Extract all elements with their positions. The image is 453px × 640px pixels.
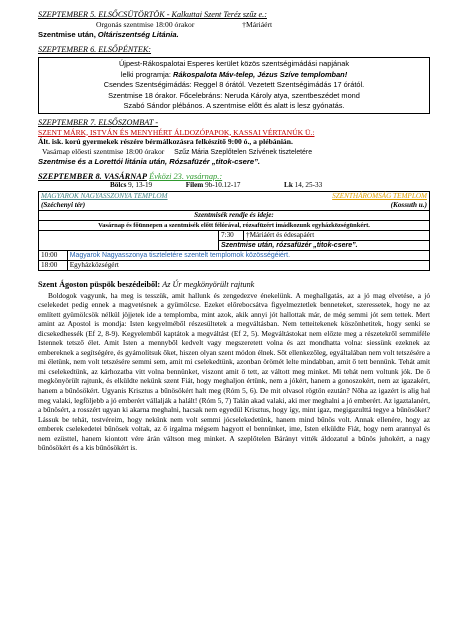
reading1: 9, 13-19 xyxy=(128,181,153,189)
sermon-title: Szent Ágoston püspök beszédeiből: xyxy=(38,279,161,289)
bulletin-page xyxy=(38,10,430,453)
empty-cell-2 xyxy=(39,240,219,250)
sep6-program-place: Rákospalota Máv-telep, Jézus Szíve templomban! xyxy=(173,69,348,79)
sep6-program-label: lelki programja: xyxy=(120,69,171,79)
time-7-30: 7:30 xyxy=(219,230,244,240)
sep7-feast: SZENT MÁRK, ISTVÁN ÉS MENYHÉRT ÁLDOZÓPAPOK, KASSAI VÉRTANÚK Ü.: xyxy=(38,127,315,137)
sep6-box-line-3: Csendes Szentségimádás: Reggel 8 órától. Vezetett Szentségimádás 17 órától. xyxy=(103,80,365,89)
sep7-after-line xyxy=(38,157,430,167)
sep7-after-label: Szentmise és a Lorettói litánia után, xyxy=(38,157,168,166)
sep6-box-line-4: Szentmise 18 órakor. Főcelebráns: Neruda Károly atya, szentbeszédet mond xyxy=(108,90,360,100)
church2-place: (Kossuth u.) xyxy=(390,200,427,209)
church2-name: SZENTHÁROMSÁG TEMPLOM xyxy=(332,191,427,200)
sep5-after-label: Szentmise után, xyxy=(38,29,96,39)
mass-schedule-table xyxy=(38,191,430,271)
sep5-mass-time: Orgonás szentmise 18:00 órakor xyxy=(96,20,195,29)
after-mass-rosary: Szentmise után, rózsafüzér „titok-csere”. xyxy=(219,240,430,250)
sep6-box xyxy=(38,57,430,114)
sep5-litany: Oltáriszentség Litánia. xyxy=(97,29,179,39)
sep5-mass-intent: †Máriáért xyxy=(242,20,273,29)
church1-name: MAGYAROK NAGYASSZONYA TEMPLOM xyxy=(41,191,168,200)
sep5-title: SZEPTEMBER 5. ELSŐCSÜTÖRTÖK - Kalkuttai Szent Teréz szűz e.: xyxy=(38,10,267,19)
sep7-vigil-intent: Szűz Mária Szeplőtelen Szívének tiszteletére xyxy=(174,148,313,156)
intent-10-00: Magyarok Nagyasszonya tiszteletére szentelt templomok közösségéiért. xyxy=(69,251,291,259)
empty-cell-1 xyxy=(39,230,219,240)
sermon-subtitle: Az Úr megkönyörült rajtunk xyxy=(162,279,255,289)
row-10-00 xyxy=(39,250,430,260)
rosary-note: Vasárnap és főünnepen a szentmisék előtt félórával, rózsafüzért imádkozunk egyházközségünkért. xyxy=(39,220,430,230)
sep7-confirmation-line: Ált. isk. korú gyermekek részére bérmálkozásra felkészítő 9:00 ó., a plébánián. xyxy=(38,137,293,146)
reading2: 9b-10.12-17 xyxy=(205,181,241,189)
sermon-text: Boldogok vagyunk, ha meg is tesszük, amit hallunk és zengedezve énekelünk. A meghallgatás, az a jó mag elvetése, a jó cselekedet pedig ennek a magvetésnek a gyümölcse. Ezeket előrebocsátva figyelmeztetlek benneteket, szeressetek, hogy ne az említett gyümölcsök nélkül jöjjetek ide a templomba, mint azok, akik annyi jót hallottak már, de még semmi jót sem tettek. Mert amint az Apostol is mondja: Isten kegyelméből részesültetek a megváltásban. Nem tetteitekenek köszönhetitek, hogy senki se dicsekedhessék (Ef 2, 8-9). Kegyelemből kaptátok a megváltást (Ef 2, 5). Megváltástokat nem előzte meg a részetekről semmiféle Istennek tetsző élet. Amit Isten a mennyből kedvelt vagy megszeretett volna és azt mondhatta volna: siessünk ezeknek az embereknek a segítségére, és gyámolítsuk őket, hiszen olyan szent módon élnek. Sőt ellenkezőleg, egyáltalában nem volt tetszésére a mi életünk, nem volt tetszésére semmi sem, amit mi cselekedtünk, azonban örömét lelte mindabban, amit ő tett bennünk. Tehát amit mi cselekedtünk, az kárhozatba vitt volna bennünket, viszont amit ő tett, az váltott meg minket. Mi tehát nem voltunk jók. De ő megkönyörült rajtunk, és elküldte nekünk szent Fiát, hogy meghaljon értünk, nem a jókért, hanem a gonoszokért, nem az igazakért, hanem a bűnösökért. Ugyanis Krisztus a bűnösökért halt meg (Róm 5, 6). De mit olvasol rögtön ezután? Nőha az igazért is alig hal meg valaki, legföljebb a jó emberért vállalják a halált! (Róm 5, 7) Talán akad valaki, aki mer meghalni a jó emberért. Az igaztalanért, a bűnösért, a rosszért ugyan ki akarna meghalni, hacsak nem egyedül Krisztus, hogy így, mint igaz, megigazulttá tegye a bűnösöket? Lássuk be tehát, testvéreim, hogy nekünk nem volt semmi jócselekedetünk, hanem mind bűnös volt. Annak ellenére, hogy az emberek cselekedetei bűnösek voltak, az ő irgalma mégsem hagyott el bennünket, ime, Isten elküldte Fiát, hogy nem arannyal és nem ezüsttel, hanem kiontott vére árán váltson meg minket. A szeplőtelen Bárányt vitték áldozatul a bűnös juhokért, a nagy bűnösökért és a kis bűnösökért is. xyxy=(38,290,430,453)
sep7-vigil-label: Vasárnap előesti szentmise xyxy=(42,146,124,156)
sep5-after-line xyxy=(38,30,430,40)
intent-18-00: Egyházközségért xyxy=(69,260,119,269)
sep5-mass-line xyxy=(38,20,430,30)
reading2-label: Filem xyxy=(185,181,204,189)
sep7-vigil-time: 18:00 órakor xyxy=(125,146,165,156)
sep7-vigil-line xyxy=(38,147,430,158)
sep8-readings xyxy=(38,181,430,191)
intent-7-30: †Máriáért és édesapáért xyxy=(244,230,430,240)
sep7-title: SZEPTEMBER 7. ELSŐSZOMBAT - xyxy=(38,117,159,127)
order-header: Szentmisék rendje és ideje: xyxy=(39,210,430,220)
sep6-title: SZEPTEMBER 6. ELSŐPÉNTEK: xyxy=(38,45,152,54)
church-place-cell xyxy=(39,201,430,211)
time-18-00: 18:00 xyxy=(39,261,68,270)
sep6-box-line-2 xyxy=(41,70,427,81)
time-10-00: 10:00 xyxy=(39,251,68,260)
reading3: 14, 25-33 xyxy=(294,181,323,189)
sep8-sunday: Évközi 23. vasárnap.: xyxy=(149,171,223,181)
church1-place: (Széchenyi tér) xyxy=(41,200,86,209)
sep6-box-line-5: Szabó Sándor plébános. A szentmise előtt és alatt is lesz gyónatás. xyxy=(123,101,345,110)
sermon-title-line xyxy=(38,279,430,291)
sep7-rosary: Rózsafüzér „titok-csere”. xyxy=(169,157,260,166)
reading1-label: Bölcs xyxy=(110,181,127,189)
sep6-box-line-1: Újpest-Rákospalotai Esperes kerület közös szentségimádási napjának xyxy=(118,59,350,68)
row-18-00 xyxy=(39,260,430,270)
reading3-label: Lk xyxy=(284,181,293,189)
church-header-cell xyxy=(39,191,430,201)
sep8-title: SZEPTEMBER 8. VASÁRNAP xyxy=(38,171,147,181)
sep8-title-line xyxy=(38,172,430,182)
